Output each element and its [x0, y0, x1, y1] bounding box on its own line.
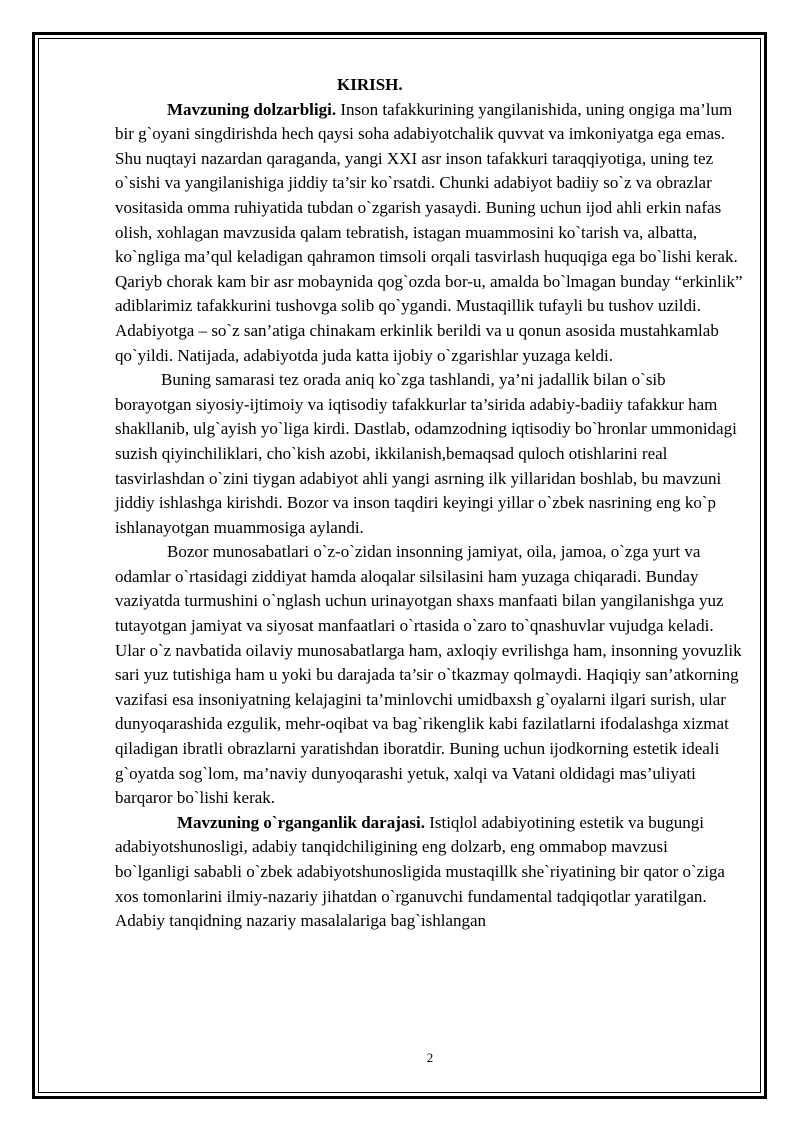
paragraph-text-research-degree: Istiqlol adabiyotining estetik va bugungi adabiyotshunosligi, adabiy tanqidchiligining eng dolzarb, eng ommabop mavzusi bo`lganligi sababli o`zbek adabiyotshunosligida mustaqillk she`riyatining bir qator o`ziga xos tomonlarini ilmiy-nazariy jihatdan o`rganuvchi fundamental tadqiqotlar yaratilgan. Adabiy tanqidning nazariy masalalariga bag`ishlangan — [115, 812, 725, 931]
paragraph-research-degree — [115, 811, 743, 934]
paragraph-results — [115, 368, 743, 540]
paragraph-lead-relevance: Mavzuning dolzarbligi. — [167, 99, 337, 119]
paragraph-market-relations — [115, 540, 743, 811]
paragraph-text-relevance: Inson tafakkurining yangilanishida, uning ongiga ma’lum bir g`oyani singdirishda hech qaysi soha adabiyotchalik quvvat va imkoniyatga ega emas. Shu nuqtayi nazardan qaraganda, yangi XXI asr inson tafakkuri taraqqiyotiga, uning tez o`sishi va yangilanishiga jiddiy ta’sir ko`rsatdi. Chunki adabiyot badiiy so`z va obrazlar vositasida omma ruhiyatida tubdan o`zgarish yasaydi. Buning uchun ijod ahli erkin nafas olish, xohlagan mavzusida qalam tebratish, istagan muammosini ko`tarish va, albatta, ko`ngliga ma’qul keladigan qahramon timsoli orqali tasvirlash huquqiga ega bo`lishi kerak. Qariyb chorak kam bir asr mobaynida qog`ozda bor-u, amalda bo`lmagan bunday “erkinlik” adiblarimiz tafakkurini tushovga solib qo`ygandi. Mustaqillik tufayli bu tushov uzildi. Adabiyotga – so`z san’atiga chinakam erkinlik berildi va u qonun asosida mustahkamlab qo`yildi. Natijada, adabiyotda juda katta ijobiy o`zgarishlar yuzaga keldi. — [115, 99, 743, 365]
document-body — [115, 73, 743, 934]
section-heading: KIRISH. — [337, 75, 403, 94]
page-number: 2 — [426, 1050, 434, 1065]
paragraph-relevance — [115, 98, 743, 369]
paragraph-text-results: Buning samarasi tez orada aniq ko`zga tashlandi, ya’ni jadallik bilan o`sib borayotgan siyosiy-ijtimoiy va iqtisodiy tafakkurlar ta’sirida adabiy-badiiy tafakkur ham shakllanib, ulg`ayish yo`liga kirdi. Dastlab, odamzodning iqtisodiy bo`hronlar ummonidagi suzish qiyinchiliklari, cho`kish azobi, ikkilanish,bemaqsad quloch otishlarini real tasvirlashdan o`zini tiygan adabiyot ahli yangi asrning ilk yillaridan boshlab, bu mavzuni jiddiy ishlashga kirishdi. Bozor va inson taqdiri keyingi yillar o`zbek nasrining eng ko`p ishlanayotgan muammosiga aylandi. — [115, 370, 737, 537]
paragraph-lead-research-degree: Mavzuning o`rganganlik darajasi. — [177, 812, 425, 832]
paragraph-text-market-relations: Bozor munosabatlari o`z-o`zidan insonning jamiyat, oila, jamoa, o`zga yurt va odamlar o`rtasidagi ziddiyat hamda aloqalar silsilasini ham yuzaga chiqaradi. Bunday vaziyatda turmushini o`nglash uchun urinayotgan shaxs manfaati bilan yangilanishga yuz tutayotgan jamiyat va siyosat manfaatlari o`rtasida o`zaro to`qnashuvlar vujudga keladi. Ular o`z navbatida oilaviy munosabatlarga ham, axloqiy evrilishga ham, insonning yovuzlik sari yuz tutishiga ham u yoki bu darajada ta’sir o`tkazmay qolmaydi. Haqiqiy san’atkorning vazifasi esa insoniyatning kelajagini ta’minlovchi umidbaxsh g`oyalarni ilgari surish, ular dunyoqarashida ezgulik, mehr-oqibat va bag`rikenglik kabi fazilatlarni ifodalashga xizmat qiladigan ibratli obrazlarni yaratishdan iboratdir. Buning uchun ijodkorning estetik ideali g`oyatda sog`lom, ma’naviy dunyoqarashi yetuk, xalqi va Vatani oldidagi mas’uliyati barqaror bo`lishi kerak. — [115, 542, 742, 808]
